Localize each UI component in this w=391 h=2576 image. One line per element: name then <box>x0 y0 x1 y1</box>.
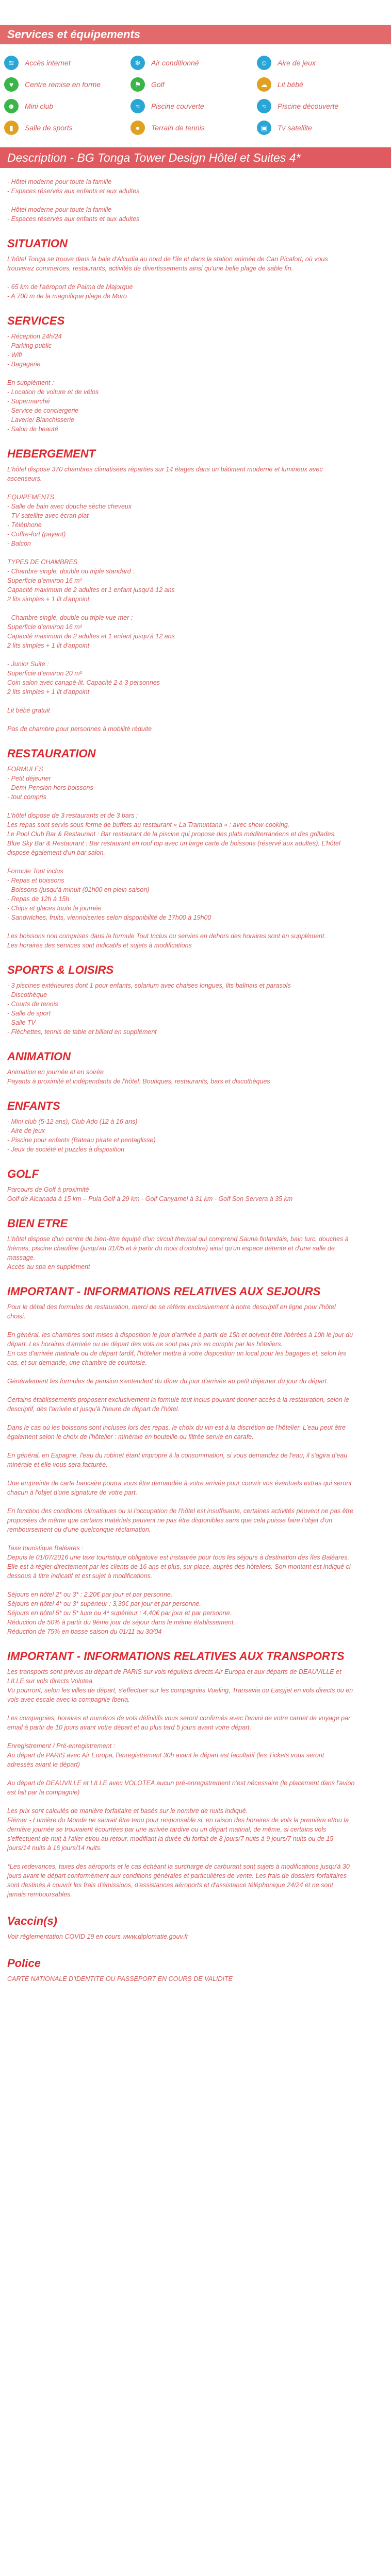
spacer <box>7 1469 384 1479</box>
text-line: sont destinés à couvrir les frais d'émissions, d'assistances aéroports et d'assistance téléphonique 24/24 et ne sont <box>7 1882 333 1889</box>
text-line: Coin salon avec canapé-lit. Capacité 2 à 3 personnes <box>7 679 160 686</box>
text-line: s'effectuent de nuit à l'aller et/ou au retour, modifiant la durée du forfait de 8 jours/7 nuits à 9 jours/7 nuits ou de 15 <box>7 1835 334 1842</box>
text-line: Séjours en hôtel 4* ou 3* supérieur : 3,30€ par jour et par personne. <box>7 1600 201 1607</box>
snowflake-icon: ❄ <box>131 56 145 70</box>
text-line: Les prix sont calculés de manière forfaitaire et basés sur le nombre de nuits indiqué. <box>7 1807 248 1815</box>
text-line: 2 lits simples + 1 lit d'appoint <box>7 688 90 696</box>
spacer <box>7 1367 384 1377</box>
text-line: - tout compris <box>7 793 46 801</box>
text-line: - Chambre single, double ou triple vue mer : <box>7 614 133 621</box>
text-line: ascenseurs. <box>7 475 42 482</box>
text-line: Certains établissements proposent exclusivement la formule tout inclus pouvant donner accès à la restauration, selon le <box>7 1396 349 1403</box>
spacer <box>7 802 384 811</box>
spacer <box>7 1442 384 1451</box>
text-line: CARTE NATIONALE D'IDENTITE OU PASSEPORT EN COURS DE VALIDITE <box>7 1975 233 1982</box>
text-line: Capacité maximum de 2 adultes et 1 enfant jusqu'à 12 ans <box>7 633 175 640</box>
text-line: En général, les chambres sont mises à disposition le jour d'arrivée à partir de 15h et doivent être libérées à 10h le jour du <box>7 1331 353 1338</box>
text-line: - Service de conciergerie <box>7 407 79 414</box>
text-line: Une empreinte de carte bancaire pourra vous être demandée à votre arrivée pour couvrir vos éventuels extras qui seront <box>7 1480 352 1487</box>
text-line: - Supermarché <box>7 398 50 405</box>
text-line: - Balcon <box>7 540 31 547</box>
text-line: Séjours en hôtel 5* ou 5* luxe ou 4* supérieur : 4,40€ par jour et par personne. <box>7 1609 232 1617</box>
text-line: - Salle de bain avec douche sèche cheveux <box>7 503 132 510</box>
text-line: L'hôtel dispose 370 chambres climatisées réparties sur 14 étages dans un bâtiment moderne et lumineux avec <box>7 466 323 473</box>
text-line: Réduction de 75% en basse saison du 01/11 au 30/04 <box>7 1628 162 1635</box>
section-title: RESTAURATION <box>7 747 96 760</box>
amenity-item <box>4 97 131 115</box>
text-line: - Téléphone <box>7 521 42 529</box>
text-line: FORMULES <box>7 766 43 773</box>
spacer <box>7 604 384 613</box>
text-line: départ. Les horaires d'arrivée ou de départ des vols ne sont pas pris en compte par les hôteliers. <box>7 1341 283 1348</box>
section-title: Police <box>7 1957 41 1970</box>
section-title: SERVICES <box>7 314 65 327</box>
text-line: - Repas de 12h à 15h <box>7 895 70 903</box>
text-line: Capacité maximum de 2 adultes et 1 enfant jusqu'à 12 ans <box>7 586 175 594</box>
text-line: minérale et elle vous sera facturée. <box>7 1461 108 1468</box>
text-line: - Fléchettes, tennis de table et billard en supplément <box>7 1028 157 1036</box>
amenity-item <box>131 75 257 94</box>
gym-icon: ▮ <box>4 121 19 135</box>
spacer <box>7 1321 384 1330</box>
text-line: Taxe touristique Baléares : <box>7 1545 84 1552</box>
text-line: adressés avant le départ) <box>7 1761 80 1768</box>
text-line: - Espaces réservés aux enfants et aux adultes <box>7 215 140 223</box>
text-line: également selon le choix de l'hôtelier : minérale en bouteille ou filtrée servie en carafe. <box>7 1433 254 1440</box>
crib-icon: ☁ <box>257 77 271 92</box>
text-line: jours avant le départ conformément aux conditions générales et particulières de vente. Les frais de dossiers forfaitaires <box>7 1872 347 1879</box>
amenity-item <box>257 97 383 115</box>
text-line: Depuis le 01/07/2016 une taxe touristique obligatoire est instaurée pour tous les séjours à destination des îles Baléares. <box>7 1554 349 1561</box>
text-line: - Petit déjeuner <box>7 775 51 782</box>
section-title: SITUATION <box>7 237 68 250</box>
text-line: Les horaires des services sont indicatifs et sujets à modifications <box>7 942 192 949</box>
text-line: proposées de même que certains matériels peuvent ne pas être disponibles sans que cela puisse faire l'objet d'un <box>7 1517 333 1524</box>
text-line: est fait par la compagnie) <box>7 1789 80 1796</box>
text-line: - Wifi <box>7 351 22 359</box>
text-line: Blue Sky Bar & Restaurant : Bar restaurant en roof top avec un large carte de boissons (réservé aux adultes). L'hôtel <box>7 840 340 847</box>
text-line: - Mini club (5-12 ans), Club Ado (12 à 16 ans) <box>7 1118 138 1125</box>
text-line: - Repas et boissons <box>7 877 64 884</box>
text-line: - Réception 24h/24 <box>7 333 62 340</box>
amenity-item <box>131 54 257 72</box>
fitness-icon: ♥ <box>4 77 19 92</box>
text-line: - Espaces réservés aux enfants et aux adultes <box>7 188 140 195</box>
section-title: GOLF <box>7 1167 39 1180</box>
outdoor-pool-icon: ≈ <box>257 99 271 113</box>
text-line: L'hôtel dispose de 3 restaurants et de 3 bars : <box>7 812 138 819</box>
text-line: Séjours en hôtel 2* ou 3* : 2,20€ par jour et par personne. <box>7 1591 173 1598</box>
text-line: En général, en Espagne, l'eau du robinet étant impropre à la consommation, si vous demandez de l'eau, il s'agira d'eau <box>7 1452 348 1459</box>
section <box>7 1050 384 1086</box>
spacer <box>7 369 384 378</box>
text-line: En supplément : <box>7 379 54 386</box>
section-title: IMPORTANT - INFORMATIONS RELATIVES AUX SEJOURS <box>7 1285 321 1298</box>
text-line: Payants à proximité et indépendants de l'hôtel: Boutiques, restaurants, bars et discothèques <box>7 1078 270 1085</box>
wifi-icon: ≋ <box>4 56 19 70</box>
amenity-label: Golf <box>151 80 165 89</box>
services-banner: Services et équipements <box>0 25 391 44</box>
text-line: vols avec escale avec la compagnie Iberia. <box>7 1696 130 1703</box>
text-line: Réduction de 50% à partir du 9ème jour de séjour dans le même établissement. <box>7 1619 235 1626</box>
spacer <box>7 1534 384 1544</box>
text-line: Formule Tout inclus <box>7 868 63 875</box>
text-line: chacun à l'objet d'une signature de votre part. <box>7 1489 138 1496</box>
spacer <box>7 196 384 205</box>
spacer <box>7 1414 384 1423</box>
text-line: - Aire de jeux <box>7 1127 45 1134</box>
text-line: Accès au spa en supplément <box>7 1263 90 1270</box>
text-line: Golf de Alcanada à 15 km – Pula Golf à 29 km - Golf Canyamel à 31 km - Golf Son Servera à 35 km <box>7 1195 293 1202</box>
text-line: - 65 km de l'aéroport de Palma de Majorque <box>7 283 133 291</box>
amenity-item <box>257 75 383 94</box>
section <box>7 237 384 301</box>
amenity-item <box>4 75 131 94</box>
amenity-label: Salle de sports <box>25 124 73 132</box>
text-line: thèmes, piscine chauffée (jusqu'au 31/05 et à partir du mois d'octobre) ainsi qu'un espace détente et d'une salle de <box>7 1245 335 1252</box>
amenity-label: Lit bébé <box>278 80 303 89</box>
section-title: SPORTS & LOISIRS <box>7 963 114 976</box>
text-line: 2 lits simples + 1 lit d'appoint <box>7 596 90 603</box>
text-line: Superficie d'environ 16 m² <box>7 623 82 631</box>
spacer <box>7 857 384 867</box>
text-line: Parcours de Golf à proximité <box>7 1186 89 1193</box>
amenity-label: Aire de jeux <box>278 59 316 67</box>
section <box>7 1099 384 1154</box>
text-line: cas, et sur demande, une chambre de courtoisie. <box>7 1359 147 1366</box>
golf-icon: ⚑ <box>131 77 145 92</box>
text-line: Superficie d'environ 16 m² <box>7 577 82 584</box>
text-line: - Chambre single, double ou triple standard : <box>7 568 135 575</box>
section-title: Vaccin(s) <box>7 1914 58 1927</box>
amenity-label: Air conditionné <box>151 59 199 67</box>
spacer <box>7 922 384 931</box>
text-line: Voir règlementation COVID 19 en cours www.diplomatie.gouv.fr <box>7 1933 188 1940</box>
text-line: - Coffre-fort (payant) <box>7 531 66 538</box>
text-line: Dans le cas où les boissons sont incluses lors des repas, le choix du vin est à la discrétion de l'hôtelier. L'eau peut être <box>7 1424 346 1431</box>
amenity-label: Piscine découverte <box>278 102 339 110</box>
text-line: Les boissons non comprises dans la formule Tout Inclus ou servies en dehors des horaires sont en supplément. <box>7 933 326 940</box>
indoor-pool-icon: ≈ <box>131 99 145 113</box>
text-line: Superficie d'environ 20 m² <box>7 670 82 677</box>
spacer <box>7 273 384 282</box>
section-title: ENFANTS <box>7 1099 60 1112</box>
spacer <box>7 1769 384 1778</box>
text-line: - Sandwiches, fruits, viennoiseries selon disponibilité de 17h00 à 19h00 <box>7 914 211 921</box>
amenity-label: Accès internet <box>25 59 71 67</box>
text-line: - Piscine pour enfants (Bateau pirate et pentaglisse) <box>7 1137 156 1144</box>
sections <box>7 237 384 1984</box>
amenity-label: Tv satellite <box>278 124 312 132</box>
text-line: En fonction des conditions climatiques ou si l'occupation de l'hôtel est insuffisante, certaines activités peuvent ne pas être <box>7 1507 354 1515</box>
text-line: trouverez commerces, restaurants, activités de divertissements ainsi qu'une belle plage de sable fin. <box>7 265 294 272</box>
text-line: Au départ de PARIS avec Air Europa, l'enregistrement 30h avant le départ est facultatif (les Tickets vous seront <box>7 1752 324 1759</box>
amenity-item <box>257 118 383 137</box>
text-line: - Courts de tennis <box>7 1001 58 1008</box>
text-line: Animation en journée et en soirée <box>7 1069 104 1076</box>
playground-icon: ☺ <box>257 56 271 70</box>
text-line: dessous à titre indicatif et est sujet à modifications. <box>7 1572 153 1580</box>
text-line: jamais remboursables. <box>7 1891 72 1898</box>
spacer <box>7 1732 384 1741</box>
text-line: - Salle TV <box>7 1019 36 1026</box>
amenities-grid <box>4 54 391 137</box>
section <box>7 747 384 950</box>
text-line: descriptif, dès l'arrivée et jusqu'à l'heure de départ de l'hôtel. <box>7 1405 180 1413</box>
amenity-item <box>4 118 131 137</box>
spacer <box>7 548 384 557</box>
amenity-label: Terrain de tennis <box>151 124 205 132</box>
text-line: 2 lits simples + 1 lit d'appoint <box>7 642 90 649</box>
text-line: - Salon de beauté <box>7 426 58 433</box>
text-line: - Jeux de société et puzzles à disposition <box>7 1146 125 1153</box>
text-line: Flémer - Lumière du Monde ne saurait être tenu pour responsable si, en raison des horaires de vols la première et/ou la <box>7 1817 349 1824</box>
intro-block <box>7 177 384 224</box>
spacer <box>7 1797 384 1806</box>
text-line: dispose également d'un bar salon. <box>7 849 106 856</box>
description-content <box>0 177 391 1984</box>
text-line: - Bagagerie <box>7 361 41 368</box>
amenity-item <box>131 97 257 115</box>
section <box>7 963 384 1037</box>
text-line: choisi. <box>7 1313 26 1320</box>
amenity-label: Mini club <box>25 102 54 110</box>
text-line: L'hôtel dispose d'un centre de bien-être équipé d'un circuit thermal qui comprend Sauna finlandais, bain turc, douches à <box>7 1235 349 1243</box>
spacer <box>7 715 384 724</box>
spacer <box>7 1581 384 1590</box>
text-line: Les transports sont prévus au départ de PARIS sur vols réguliers directs Air Europa et aux départs de DEAUVILLE et <box>7 1668 341 1675</box>
tennis-icon: ● <box>131 121 145 135</box>
text-line: dernière journée se trouvaient écourtées par une arrivée tardive ou un départ matinal, de même, si certains vols <box>7 1826 327 1833</box>
text-line: En cas d'arrivée matinale ou de départ tardif, l'hôtelier mettra à votre disposition un local pour les bagages et, selon les <box>7 1350 347 1357</box>
text-line: *Les redevances, taxes des aéroports et le cas échéant la surcharge de carburant sont sujets à modifications jusqu'à 30 <box>7 1863 350 1870</box>
text-line: - 3 piscines extérieures dont 1 pour enfants, solarium avec chaises longues, lits balinais et parasols <box>7 982 291 989</box>
text-line: - Salle de sport <box>7 1010 51 1017</box>
text-line: Elle est à régler directement par les clients de 16 ans et plus, sur place, auprès des hôteliers. Son montant est indiqué ci- <box>7 1563 353 1570</box>
text-line: - TV satellite avec écran plat <box>7 512 89 519</box>
text-line: TYPES DE CHAMBRES <box>7 558 78 566</box>
amenity-item <box>4 54 131 72</box>
text-line: Enregistrement / Pré-enregistrement : <box>7 1742 116 1750</box>
text-line: - Junior Suite : <box>7 660 49 668</box>
text-line: - Chips et glaces toute la journée <box>7 905 102 912</box>
text-line: jours/14 nuits à 16 jours/14 nuits. <box>7 1844 102 1852</box>
text-line: L'hôtel Tonga se trouve dans la baie d'Alcudia au nord de l'île et dans la station animée de Can Picafort, où vous <box>7 256 328 263</box>
text-line: Les repas sont servis sous forme de buffets au restaurant « La Tramuntana » : avec show-cooking. <box>7 821 290 828</box>
section <box>7 1167 384 1204</box>
section <box>7 447 384 734</box>
text-line: Le Pool Club Bar & Restaurant : Bar restaurant de la piscine qui propose des plats méditerranéens et des grillades. <box>7 831 336 838</box>
section <box>7 1285 384 1636</box>
description-banner: Description - BG Tonga Tower Design Hôtel et Suites 4* <box>0 147 391 168</box>
text-line: - Demi-Pension hors boissons <box>7 784 93 791</box>
section-title: BIEN ETRE <box>7 1217 68 1230</box>
section <box>7 1650 384 1899</box>
spacer <box>7 483 384 493</box>
section <box>7 1217 384 1272</box>
text-line: - Hôtel moderne pour toute la famille <box>7 206 112 213</box>
amenity-item <box>257 54 383 72</box>
amenity-label: Centre remise en forme <box>25 80 101 89</box>
page <box>0 25 391 1984</box>
spacer <box>7 650 384 659</box>
section-title: IMPORTANT - INFORMATIONS RELATIVES AUX TRANSPORTS <box>7 1650 345 1663</box>
section-title: HEBERGEMENT <box>7 447 96 460</box>
text-line: Lit bébé gratuit <box>7 707 50 714</box>
text-line: - Discothèque <box>7 991 47 998</box>
spacer <box>7 697 384 706</box>
text-line: Généralement les formules de pension s'entendent du dîner du jour d'arrivée au petit déjeuner du jour du départ. <box>7 1378 329 1385</box>
amenity-label: Piscine couverte <box>151 102 204 110</box>
text-line: - Hôtel moderne pour toute la famille <box>7 178 112 185</box>
spacer <box>7 1386 384 1395</box>
text-line: massage. <box>7 1254 36 1261</box>
text-line: email à partir de 10 jours avant votre départ et au plus tard 5 jours avant votre départ. <box>7 1724 252 1731</box>
spacer <box>7 1497 384 1506</box>
text-line: - A 700 m de la magnifique plage de Muro <box>7 293 127 300</box>
text-line: Au départ de DEAUVILLE et LILLE avec VOLOTEA aucun pré-enregistrement n'est nécessaire (le placement dans l'avion <box>7 1780 355 1787</box>
text-line: Les compagnies, horaires et numéros de vols définitifs vous seront confirmés avec l'envoi de votre carnet de voyage par <box>7 1715 351 1722</box>
text-line: - Parking public <box>7 342 52 349</box>
amenity-item <box>131 118 257 137</box>
text-line: Pour le détail des formules de restauration, merci de se référer exclusivement à notre descriptif en ligne pour l'hôtel <box>7 1303 336 1311</box>
section-title: ANIMATION <box>7 1050 71 1063</box>
spacer <box>7 1853 384 1862</box>
section <box>7 314 384 434</box>
text-line: EQUIPEMENTS <box>7 494 54 501</box>
text-line: Vu pourront, selon les villes de départ, s'effectuer sur les compagnies Vueling, Transavia ou Easyjet en vols directs ou en <box>7 1687 353 1694</box>
text-line: Pas de chambre pour personnes à mobilité réduite <box>7 725 152 733</box>
text-line: remboursement ou d'une quelconque réclamation. <box>7 1526 151 1533</box>
mini-club-icon: ☻ <box>4 99 19 113</box>
text-line: - Laverie/ Blanchisserie <box>7 416 74 423</box>
spacer <box>7 1704 384 1714</box>
text-line: - Boissons (jusqu'à minuit (01h00 en plein saison) <box>7 886 150 893</box>
text-line: - Location de voiture et de vélos <box>7 388 99 396</box>
section <box>7 1957 384 1984</box>
text-line: LILLE sur vols directs Volotea. <box>7 1677 94 1685</box>
satellite-tv-icon: ▣ <box>257 121 271 135</box>
section <box>7 1914 384 1941</box>
